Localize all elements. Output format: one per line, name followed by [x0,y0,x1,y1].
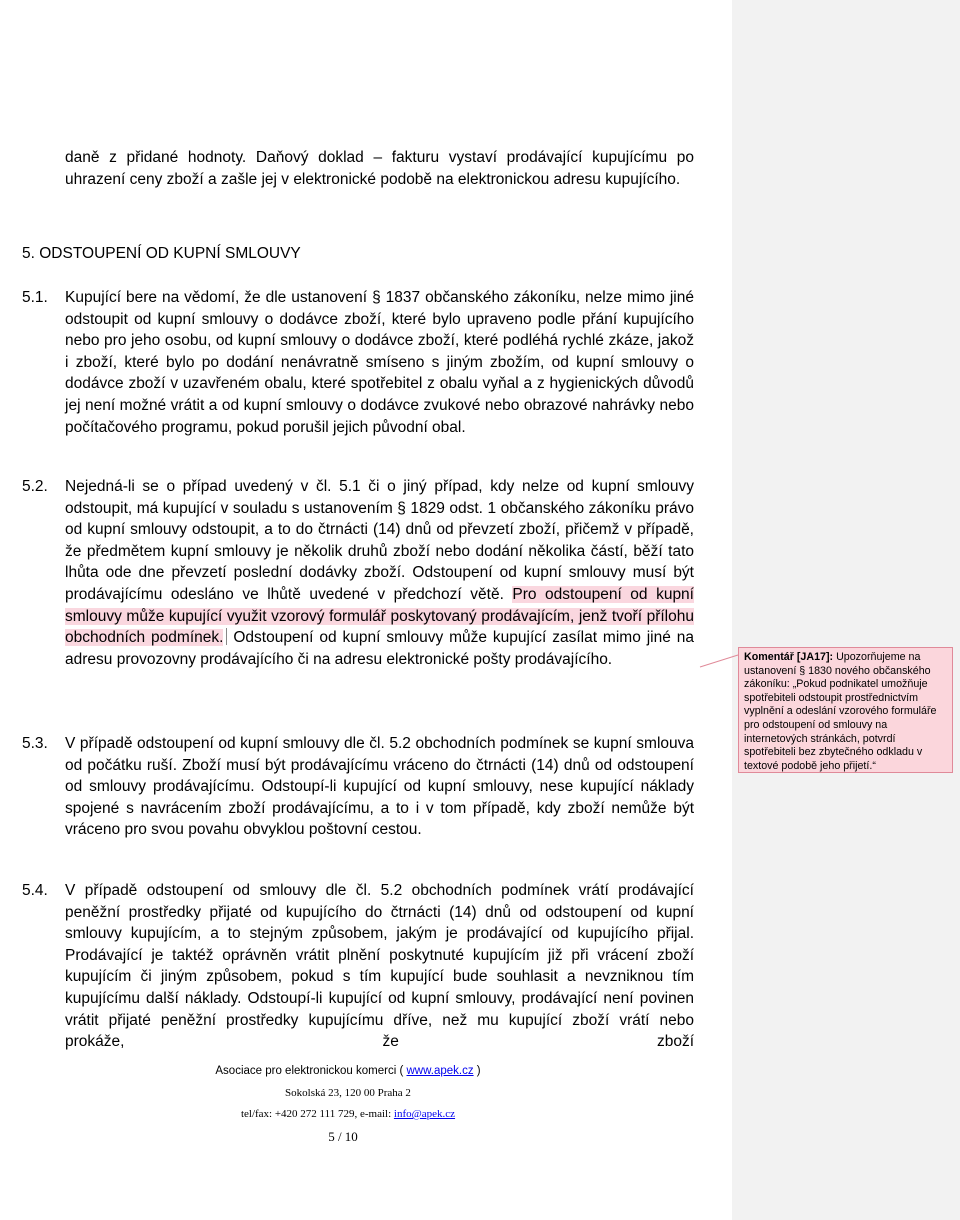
section-heading[interactable]: 5. ODSTOUPENÍ OD KUPNÍ SMLOUVY [22,245,301,262]
clause-number-5-3: 5.3. [22,735,48,752]
page-number: 5 / 10 [328,1129,358,1144]
clause-number-5-4: 5.4. [22,882,48,899]
clause-text-5-3[interactable]: V případě odstoupení od kupní smlouvy dle čl. 5.2 obchodních podmínek se kupní smlouva od počátku ruší. Zboží musí být prodávajícímu vráceno do čtrnácti (14) dnů od odstoupení od smlouvy prodávajícímu. Odstoupí-li kupující od kupní smlouvy, nese kupující náklady spojené s navrácením zboží prodávajícímu, a to i v tom případě, kdy zboží nemůže být vráceno pro svou povahu obvyklou poštovní cestou. [65,735,694,839]
footer-contact-prefix: tel/fax: +420 272 111 729, e-mail: [240,1108,394,1120]
footer-website-link[interactable]: www.apek.cz [406,1065,474,1077]
comment-text: Upozorňujeme na ustanovení § 1830 nového občanského zákoníku: „Pokud podnikatel umožňuje spotřebiteli odstoupit prostřednictvím vyplnění a odeslání vzorového formuláře pro odstoupení od smlouvy na internetových stránkách, potvrdí spotřebiteli bez zbytečného odkladu v textové podobě jeho přijetí.“ [744,651,937,772]
footer-org-prefix: Asociace pro elektronickou komerci ( [215,1065,407,1077]
commented-highlight[interactable]: Pro odstoupení od kupní smlouvy může kupující využit vzorový formulář poskytovaný prodávajícím, jenž tvoří přílohu obchodních podmínek. [65,585,694,647]
clause-text-5-2[interactable] [65,476,694,670]
clause-number-5-2: 5.2. [22,478,48,495]
footer-organization [0,1065,696,1077]
intro-paragraph[interactable]: daně z přidané hodnoty. Daňový doklad – fakturu vystaví prodávající kupujícímu po uhrazení ceny zboží a zašle jej v elektronické podobě na elektronickou adresu kupujícího. [65,149,694,188]
clause-text-5-4[interactable]: V případě odstoupení od smlouvy dle čl. 5.2 obchodních podmínek vrátí prodávající peněžní prostředky přijaté od kupujícího do čtrnácti (14) dnů od odstoupení od kupní smlouvy kupujícím, a to stejným způsobem, jakým je prodávající od kupujícího přijal. Prodávající je taktéž oprávněn vrátit plnění poskytnuté kupujícím již při vrácení zboží kupujícím či jiným způsobem, pokud s tím kupující bude souhlasit a nevzniknou tím kupujícímu další náklady. Odstoupí-li kupující od kupní smlouvy, prodávající není povinen vrátit přijaté peněžní prostředky kupujícímu dříve, než mu kupující zboží vrátí nebo prokáže, že zboží [65,882,694,1051]
footer-email-link[interactable]: info@apek.cz [393,1108,456,1120]
clause-5-2-part-2: Odstoupení od kupní smlouvy může kupující zasílat mimo jiné na adresu provozovny prodávajícího či na adresu elektronické pošty prodávajícího. [65,629,694,668]
footer-org-suffix: ) [473,1065,481,1077]
text-cursor [226,628,227,645]
comment-margin-pane [732,0,960,1220]
clause-number-5-1: 5.1. [22,289,48,306]
comment-author: Komentář [JA17]: [744,651,834,663]
footer-address: Sokolská 23, 120 00 Praha 2 [285,1087,411,1099]
clause-5-2-part-1: Nejedná-li se o případ uvedený v čl. 5.1 či o jiný případ, kdy nelze od kupní smlouvy odstoupit, má kupující v souladu s ustanovením § 1829 odst. 1 občanského zákoníku právo od kupní smlouvy odstoupit, a to do čtrnácti (14) dnů od převzetí zboží, přičemž v případě, že předmětem kupní smlouvy je několik druhů zboží nebo dodání několika částí, běží tato lhůta ode dne převzetí poslední dodávky zboží. Odstoupení od kupní smlouvy musí být prodávajícímu odesláno ve lhůtě uvedené v předchozí větě. [65,478,694,603]
footer-contact [0,1108,696,1120]
clause-text-5-1[interactable]: Kupující bere na vědomí, že dle ustanovení § 1837 občanského zákoníku, nelze mimo jiné odstoupit od kupní smlouvy o dodávce zboží, které bylo upraveno podle přání kupujícího nebo pro jeho osobu, od kupní smlouvy o dodávce zboží, které podléhá rychlé zkáze, jakož i zboží, které bylo po dodání nenávratně smíseno s jiným zbožím, od kupní smlouvy o dodávce zboží v uzavřeném obalu, které spotřebitel z obalu vyňal a z hygienických důvodů jej není možné vrátit a od kupní smlouvy o dodávce zvukové nebo obrazové nahrávky nebo počítačového programu, pokud porušil jejich původní obal. [65,289,694,436]
comment-balloon[interactable] [738,647,953,773]
